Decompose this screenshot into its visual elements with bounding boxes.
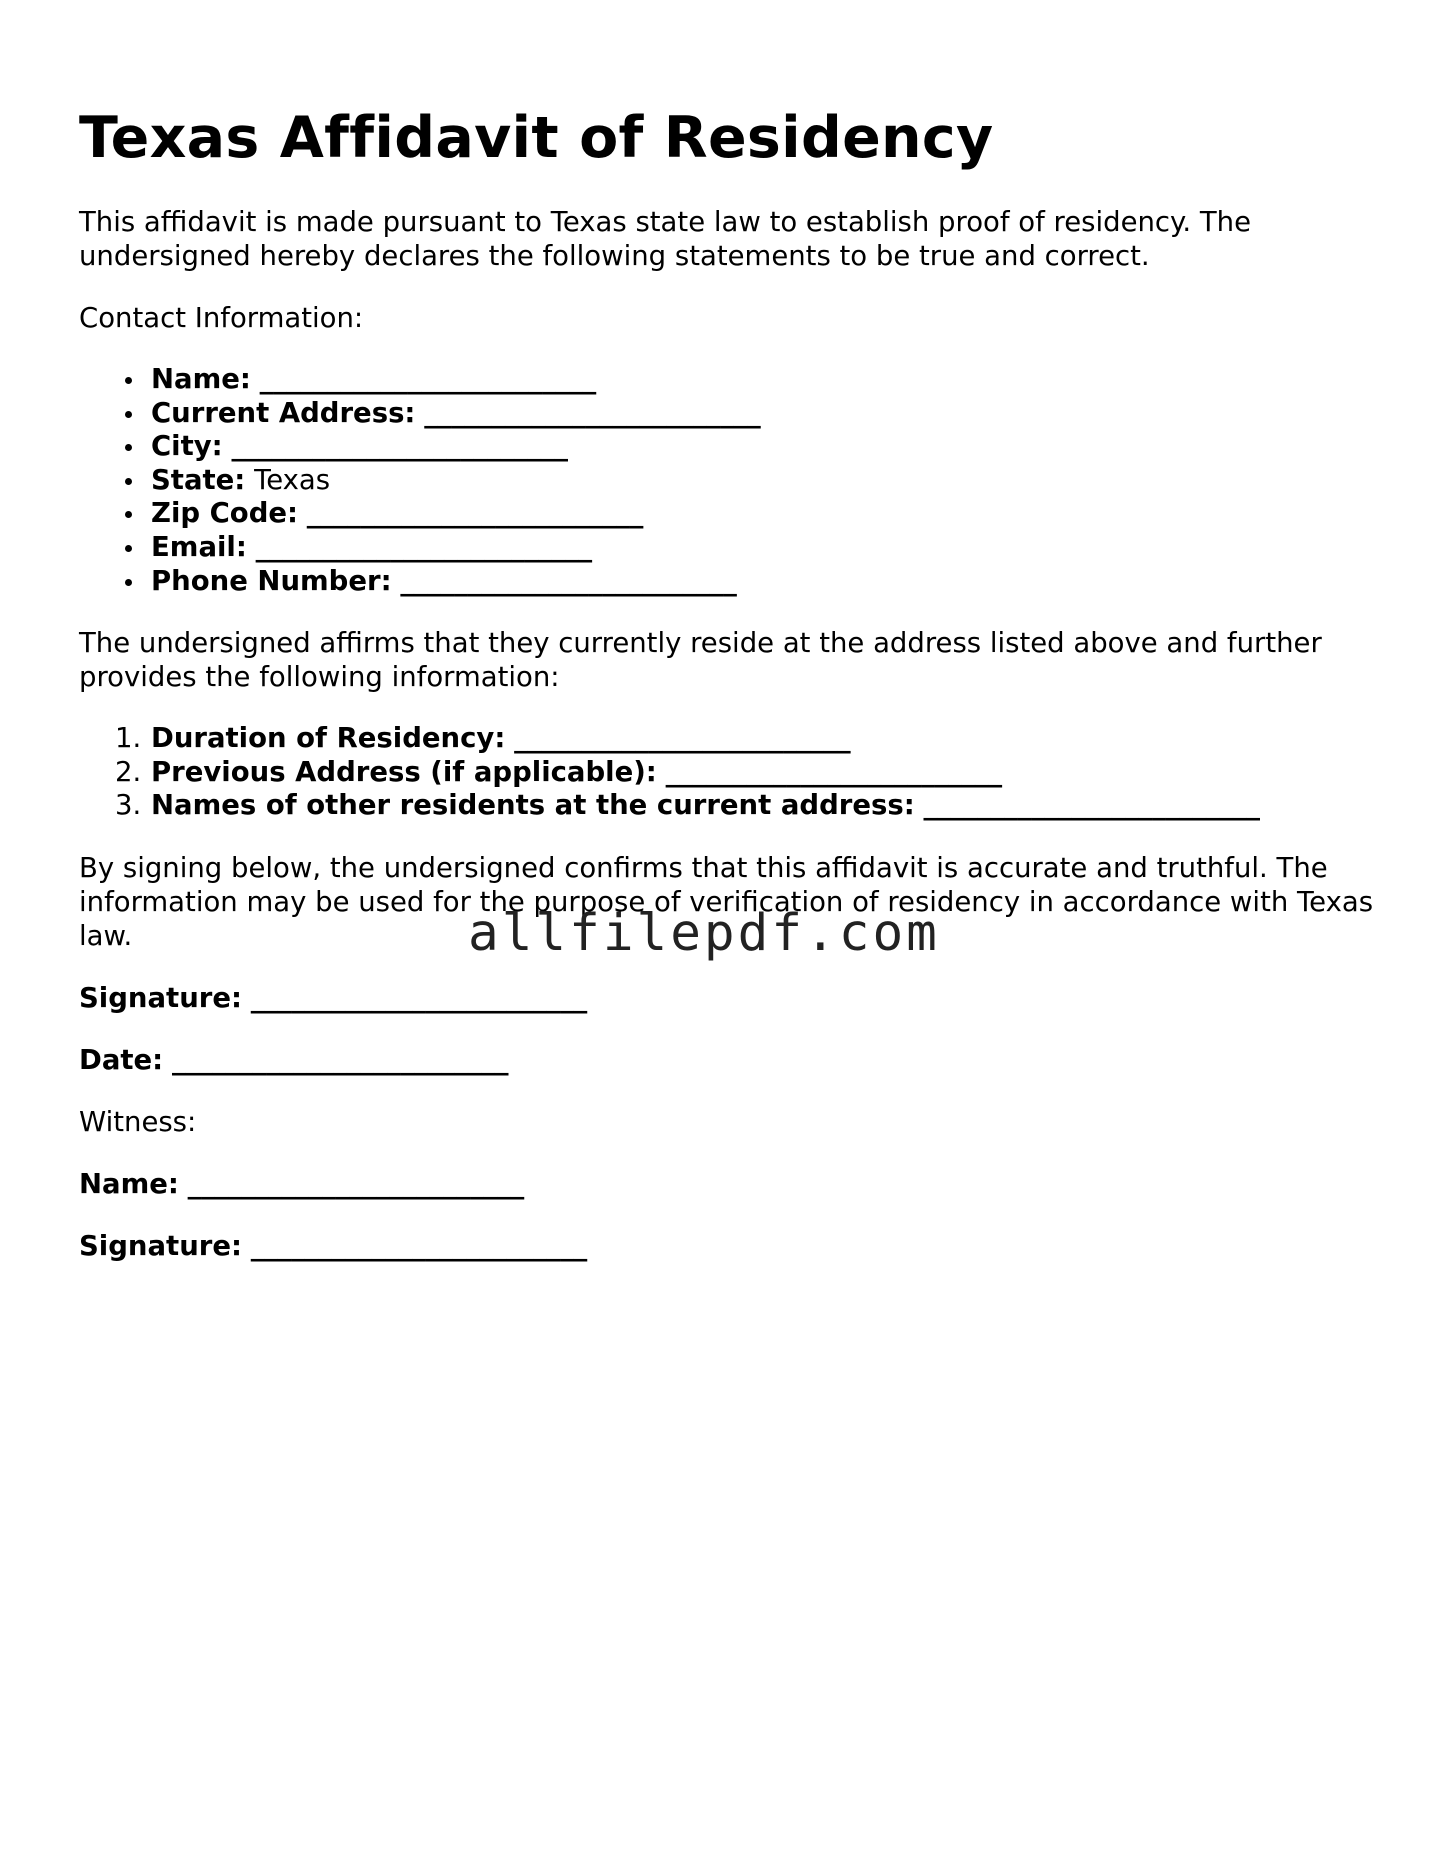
date-blank[interactable]: _________________________	[171, 1043, 509, 1076]
name-blank[interactable]: _________________________	[259, 363, 596, 395]
contact-item-state	[151, 464, 1379, 498]
document-page	[79, 98, 1379, 1263]
item-number: 1.	[115, 722, 142, 755]
contact-heading: Contact Information:	[79, 302, 364, 334]
field-label: Signature:	[79, 981, 242, 1014]
duration-blank[interactable]: _________________________	[514, 722, 851, 755]
contact-item-address	[151, 397, 1379, 431]
contact-item-name	[151, 363, 1379, 397]
affirm-paragraph: The undersigned affirms that they currently reside at the address listed above and further provides the following information:	[79, 627, 1322, 694]
other-residents-blank[interactable]: _________________________	[923, 789, 1260, 822]
contact-item-phone	[151, 565, 1379, 599]
field-label: Current Address:	[151, 396, 416, 429]
city-blank[interactable]: _________________________	[231, 430, 568, 463]
field-label: Duration of Residency:	[151, 722, 506, 755]
signature-field	[79, 981, 1379, 1015]
field-label: Date:	[79, 1043, 164, 1076]
date-field	[79, 1043, 1379, 1077]
residency-item-other-residents	[115, 789, 1379, 823]
field-label: Previous Address (if applicable):	[151, 755, 657, 788]
field-label: Signature:	[79, 1229, 242, 1262]
witness-signature-field	[79, 1229, 1379, 1263]
field-label: Email:	[151, 530, 247, 563]
residency-item-previous-address	[115, 755, 1379, 790]
field-label: City:	[151, 430, 223, 463]
witness-signature-blank[interactable]: _________________________	[250, 1229, 588, 1262]
phone-blank[interactable]: _________________________	[400, 564, 737, 597]
residency-list	[79, 722, 1379, 823]
intro-paragraph: This affidavit is made pursuant to Texas state law to establish proof of residency. The undersigned hereby declares the following statements to be true and correct.	[79, 206, 1252, 272]
item-number: 3.	[115, 789, 142, 822]
witness-name-field	[79, 1167, 1379, 1201]
contact-item-zip	[151, 497, 1379, 531]
address-blank[interactable]: _________________________	[424, 396, 761, 429]
email-blank[interactable]: _________________________	[255, 530, 592, 563]
contact-list	[79, 363, 1379, 598]
witness-heading: Witness:	[79, 1105, 197, 1138]
previous-address-blank[interactable]: _________________________	[665, 755, 1002, 788]
field-label: Name:	[151, 363, 251, 395]
contact-item-email	[151, 531, 1379, 565]
residency-item-duration	[115, 722, 1379, 756]
signature-blank[interactable]: _________________________	[250, 981, 588, 1014]
witness-name-blank[interactable]: _________________________	[187, 1167, 524, 1200]
item-number: 2.	[115, 755, 142, 788]
field-label: State:	[151, 463, 246, 496]
field-label: Names of other residents at the current address:	[151, 789, 915, 822]
state-value: Texas	[254, 463, 331, 496]
field-label: Phone Number:	[151, 564, 392, 597]
confirm-paragraph: By signing below, the undersigned confirms that this affidavit is accurate and truthful. The information may be used for the purpose of verification of residency in accordance with Texas law.	[79, 851, 1374, 952]
watermark: allfilepdf.com	[468, 904, 940, 963]
field-label: Zip Code:	[151, 497, 299, 530]
contact-item-city	[151, 430, 1379, 464]
zip-blank[interactable]: _________________________	[306, 497, 644, 530]
document-title: Texas Affidavit of Residency	[79, 105, 994, 171]
field-label: Name:	[79, 1167, 179, 1200]
